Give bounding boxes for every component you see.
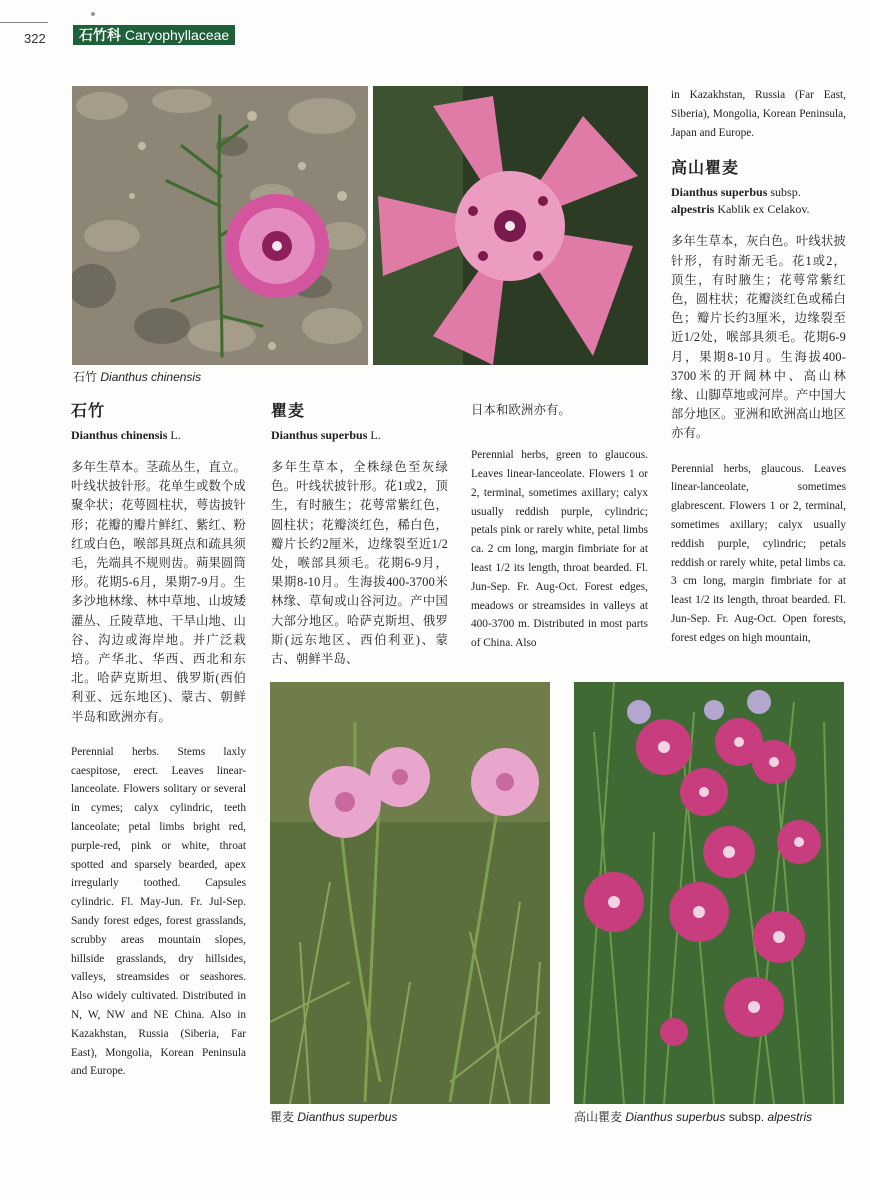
superbus-cn-desc-cont: 日本和欧洲亦有。 — [471, 403, 571, 417]
superbus-cn-desc: 多年生草本，全株绿色至灰绿色。叶线状披针形。花1或2，顶生，有时腋生；花萼常紫红色，圆柱状；花瓣淡红色，稀白色，瓣片长约2厘米，边缘裂至近1/2处，喉部具须毛。花期6-9月，果期8-10月。生海拔400-3700米林缘、草甸或山谷河边。产中国大部分地区。哈萨克斯坦、俄罗斯(远东地区、西伯利亚)、蒙古、朝鲜半岛、 — [271, 460, 448, 667]
family-cn: 石竹科 — [79, 27, 121, 43]
photo-dianthus-superbus — [270, 682, 550, 1104]
caption-chinensis — [73, 368, 201, 385]
chinensis-author: L. — [167, 428, 181, 442]
superbus-sci-name — [271, 427, 448, 444]
superbus-author: L. — [367, 428, 381, 442]
caption-superbus-latin: Dianthus superbus — [297, 1110, 398, 1124]
caption-superbus — [270, 1108, 397, 1125]
alpestris-cn-desc: 多年生草本，灰白色。叶线状披针形，有时渐无毛。花1或2，顶生，有时腋生；花萼常紫红色，圆柱状；花瓣淡红色或稀白色；瓣片长约3厘米，边缘裂至近1/2处，喉部具须毛。花期6-9月，果期8-10月。生海拔400-3700米的开阔林中、高山林缘、山脚草地或河岸。产中国大部分地区。亚洲和欧洲高山地区亦有。 — [671, 234, 846, 441]
caption-alpestris-latin: Dianthus superbus — [625, 1110, 726, 1124]
species-chinensis — [71, 401, 246, 1081]
photo-dianthus-superbus-closeup — [373, 86, 648, 365]
caption-alpestris — [574, 1108, 812, 1125]
alpestris-en-desc: Perennial herbs, glaucous. Leaves linear-lanceolate, sometimes glabrescent. Flowers 1 or 2, terminal, sometimes axillary; calyx usually reddish purple, cylindric; petals reddish or rarely white, petal limbs ca. 3 cm long, margin fimbriate for at least 1/2 its length, throat bearded. Fl. Jun-Sep. Fr. Aug-Oct. Open forests, forest edges on high mountain, — [671, 462, 846, 644]
alpestris-author: Kablik ex Celakov. — [714, 202, 810, 217]
species-alpestris-column — [671, 86, 846, 648]
alpestris-sci2: alpestris — [671, 202, 715, 217]
superbus-en-desc: Perennial herbs, green to glaucous. Leaves linear-lanceolate. Flowers 1 or 2, terminal, sometimes axillary; calyx usually reddish purple, cylindric; petals pink or rarely white, petal limbs ca. 2 cm long, margin fimbriate for at least 1/2 its length, throat bearded. Fl. Jun-Sep. Fr. Aug-Oct. Forest edges, meadows or streamsides in valleys at 400-3700 m. Distributed in most parts of China. Also — [471, 449, 648, 650]
chinensis-en-desc: Perennial herbs. Stems laxly caespitose, erect. Leaves linear-lanceolate. Flowers solitary or several in cymes; calyx cylindric, teeth lanceolate; petal limbs bright red, purple-red, pink or white, throat spotted and sparsely bearded, apex irregularly toothed. Capsules cylindric. Fl. May-Jun. Fr. Jul-Sep. Sandy forest edges, forest grasslands, scrubby areas mountain slopes, hillside grasslands, dry hillsides, valleys, streamsides or seashores. Also widely cultivated. Distributed in N, W, NW and NE China. Also in Kazakhstan, Russia (Siberia, Far East), Mongolia, Korean Peninsula and Europe. — [71, 745, 246, 1078]
species-superbus — [271, 401, 448, 685]
superbus-en-desc-cont: in Kazakhstan, Russia (Far East, Siberia), Mongolia, Korean Peninsula, Japan and Europe. — [671, 89, 846, 139]
caption-chinensis-cn: 石竹 — [73, 370, 98, 384]
photo-dianthus-chinensis — [72, 86, 368, 365]
chinensis-cn-desc: 多年生草本。茎疏丛生，直立。叶线状披针形。花单生或数个成聚伞状；花萼圆柱状，萼齿披针形；花瓣的瓣片鲜红、紫红、粉红或白色，喉部具斑点和疏具须毛，先端具不规则齿。蒴果圆筒形。花期5-6月，果期7-9月。生多沙地林缘、林中草地、山坡矮灌丛、丘陵草地、干旱山地、山谷、沟边或海岸地。并广泛栽培。产华北、华西、西北和东北。哈萨克斯坦、俄罗斯(西伯利亚、远东地区)、蒙古、朝鲜半岛和欧洲亦有。 — [71, 460, 246, 724]
caption-alpestris-cn: 高山瞿麦 — [574, 1110, 623, 1124]
superbus-continued — [471, 401, 648, 653]
header-dot — [91, 12, 95, 16]
chinensis-cn-name: 石竹 — [71, 403, 106, 420]
superbus-cn-name: 瞿麦 — [271, 403, 306, 420]
header-rule — [0, 22, 48, 23]
caption-superbus-cn: 瞿麦 — [270, 1110, 295, 1124]
family-latin: Caryophyllaceae — [124, 27, 230, 43]
alpestris-sci-name — [671, 184, 846, 218]
chinensis-sci-name — [71, 427, 246, 444]
caption-alpestris-subsp: subsp. — [725, 1110, 768, 1124]
chinensis-sci: Dianthus chinensis — [71, 428, 168, 442]
caption-alpestris-latin2: alpestris — [767, 1110, 813, 1124]
superbus-sci: Dianthus superbus — [271, 428, 368, 442]
alpestris-cn-name: 高山瞿麦 — [671, 160, 740, 178]
alpestris-subsp: subsp. — [767, 185, 801, 200]
family-tag — [73, 25, 235, 45]
alpestris-sci: Dianthus superbus — [671, 185, 768, 200]
caption-chinensis-latin: Dianthus chinensis — [100, 370, 202, 384]
page-number: 322 — [24, 31, 46, 46]
photo-dianthus-alpestris — [574, 682, 844, 1104]
